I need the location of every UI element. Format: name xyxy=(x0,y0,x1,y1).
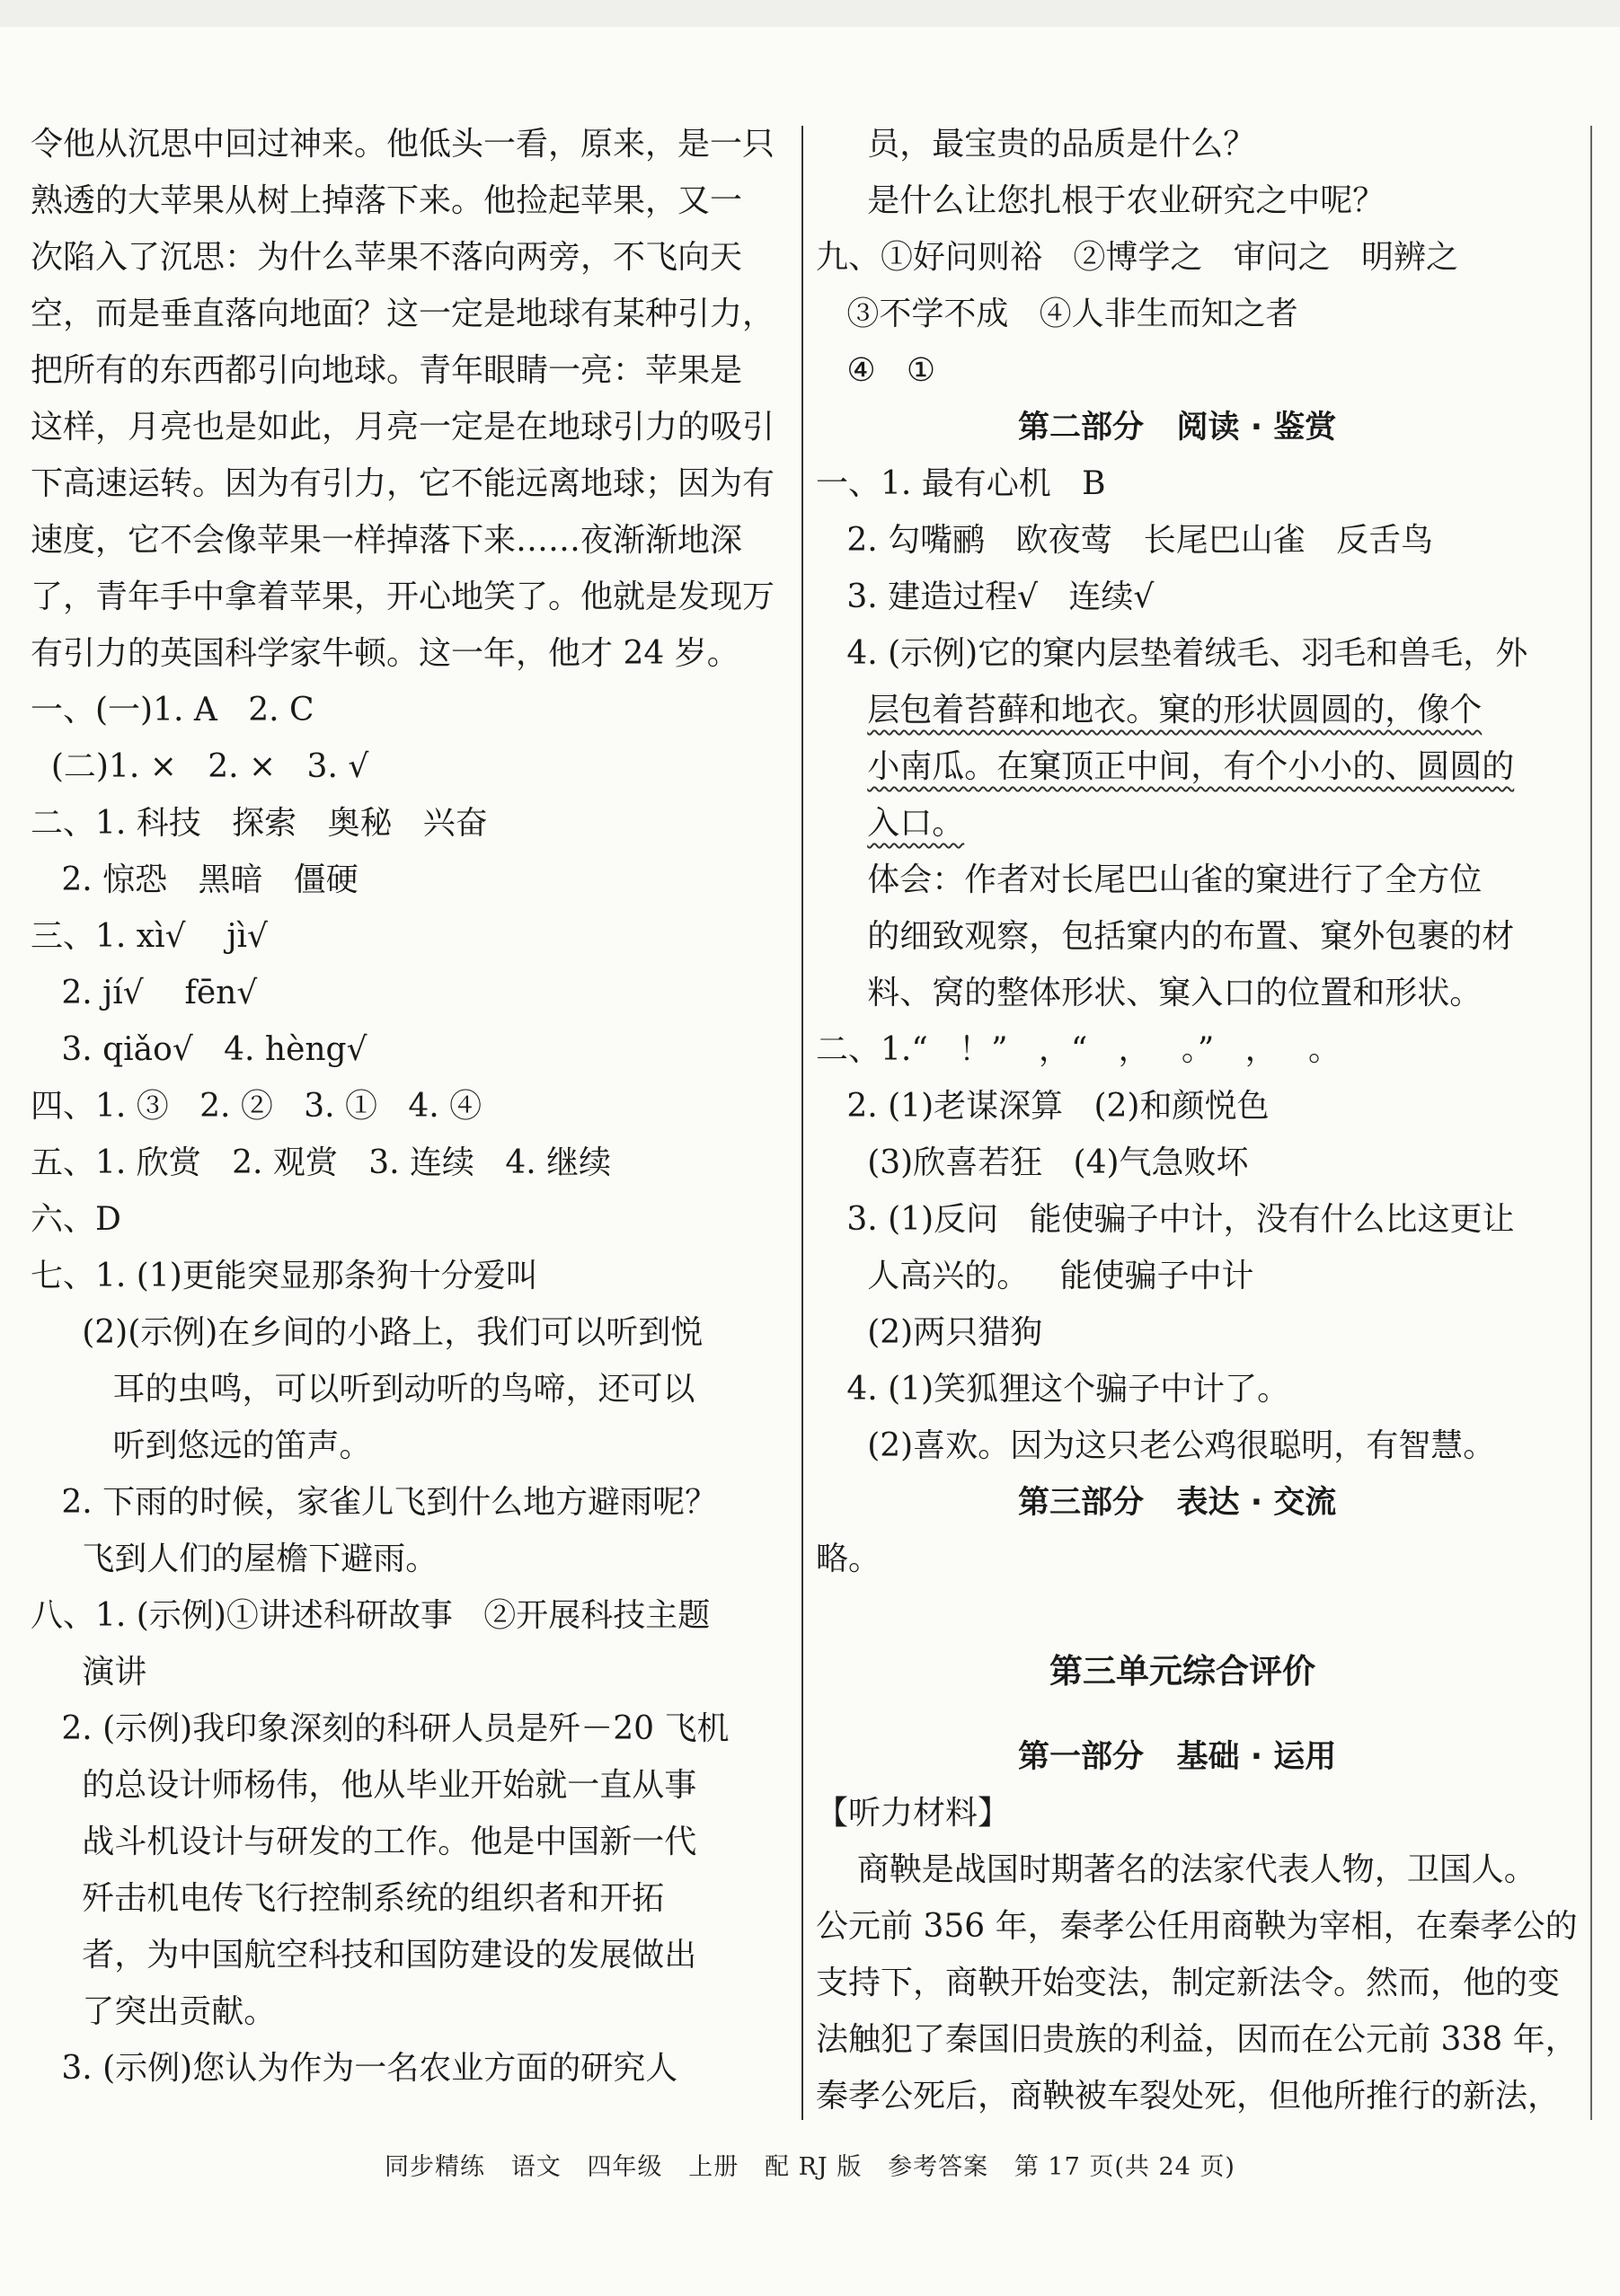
answer-line-underlined xyxy=(816,687,1482,734)
answer-line: 了突出贡献。 xyxy=(31,1993,277,2030)
passage-line: 商鞅是战国时期著名的法家代表人物，卫国人。 xyxy=(816,1851,1536,1888)
text-line: 有引力的英国科学家牛顿。这一年，他才 24 岁。 xyxy=(31,635,739,672)
underlined-text: 入口。 xyxy=(867,805,965,842)
section-heading-reading: 第二部分 阅读 · 鉴赏 xyxy=(1018,410,1337,446)
listening-material-label: 【听力材料】 xyxy=(816,1795,1011,1832)
answer-line: (2)喜欢。因为这只老公鸡很聪明，有智慧。 xyxy=(816,1427,1496,1464)
answer-line: 战斗机设计与研发的工作。他是中国新一代 xyxy=(31,1824,697,1860)
unit-title: 第三单元综合评价 xyxy=(1049,1652,1315,1691)
underlined-text: 层包着苔藓和地衣。窠的形状圆圆的，像个 xyxy=(867,692,1483,729)
passage-line: 秦孝公死后，商鞅被车裂处死，但他所推行的新法， xyxy=(816,2078,1561,2115)
text-line: 下高速运转。因为有引力，它不能远离地球；因为有 xyxy=(31,465,775,502)
section-heading-expression: 第三部分 表达 · 交流 xyxy=(1018,1485,1337,1521)
answer-line: ③不学不成 ④人非生而知之者 xyxy=(816,296,1298,332)
answer-line: (2)(示例)在乡间的小路上，我们可以听到悦 xyxy=(31,1314,704,1351)
column-divider xyxy=(801,126,803,2120)
answer-line: (二)1. × 2. × 3. √ xyxy=(31,748,369,785)
answer-line: 2. 勾嘴鹂 欧夜莺 长尾巴山雀 反舌鸟 xyxy=(816,522,1434,559)
answer-line: 3. (示例)您认为作为一名农业方面的研究人 xyxy=(31,2050,678,2087)
underlined-text: 小南瓜。在窠顶正中间，有个小小的、圆圆的 xyxy=(867,748,1515,785)
answer-line: 的细致观察，包括窠内的布置、窠外包裹的材 xyxy=(816,918,1515,955)
passage-line: 公元前 356 年，秦孝公任用商鞅为宰相，在秦孝公的 xyxy=(816,1908,1578,1945)
answer-line: 4. (示例)它的窠内层垫着绒毛、羽毛和兽毛，外 xyxy=(816,635,1528,672)
answer-line: 3. 建造过程√ 连续√ xyxy=(816,578,1155,615)
answer-line: (2)两只猎狗 xyxy=(816,1314,1043,1351)
text-line: 速度，它不会像苹果一样掉落下来……夜渐渐地深 xyxy=(31,522,743,559)
text-line: 令他从沉思中回过神来。他低头一看，原来，是一只 xyxy=(31,126,775,163)
answer-line: 是什么让您扎根于农业研究之中呢？ xyxy=(816,182,1385,219)
answer-line-underlined xyxy=(816,800,964,847)
answer-line: 2. 下雨的时候，家雀儿飞到什么地方避雨呢？ xyxy=(31,1484,718,1521)
answer-line: 七、1. (1)更能突显那条狗十分爱叫 xyxy=(31,1258,538,1294)
answer-line: 的总设计师杨伟，他从毕业开始就一直从事 xyxy=(31,1767,697,1804)
answer-line: 略。 xyxy=(816,1541,881,1577)
answer-line: 2. (1)老谋深算 (2)和颜悦色 xyxy=(816,1088,1270,1125)
answer-line: 九、①好问则裕 ②博学之 审问之 明辨之 xyxy=(816,239,1458,276)
text-line: 了，青年手中拿着苹果，开心地笑了。他就是发现万 xyxy=(31,578,775,615)
answer-line: 料、窝的整体形状、窠入口的位置和形状。 xyxy=(816,975,1483,1011)
answer-line: 员，最宝贵的品质是什么？ xyxy=(816,126,1256,163)
answer-line: 3. qiǎo√ 4. hèng√ xyxy=(31,1031,367,1068)
text-line: 这样，月亮也是如此，月亮一定是在地球引力的吸引 xyxy=(31,409,775,446)
answer-line: 八、1. (示例)①讲述科研故事 ②开展科技主题 xyxy=(31,1597,711,1634)
page-footer: 同步精练 语文 四年级 上册 配 RJ 版 参考答案 第 17 页(共 24 页) xyxy=(385,2153,1235,2181)
text-line: 次陷入了沉思：为什么苹果不落向两旁，不飞向天 xyxy=(31,239,743,276)
answer-line: (3)欣喜若狂 (4)气急败坏 xyxy=(816,1144,1249,1181)
passage-line: 法触犯了秦国旧贵族的利益，因而在公元前 338 年， xyxy=(816,2021,1578,2058)
passage-line: 支持下，商鞅开始变法，制定新法令。然而，他的变 xyxy=(816,1965,1561,2001)
answer-line: 四、1. ③ 2. ② 3. ① 4. ④ xyxy=(31,1088,482,1125)
section-heading-basics: 第一部分 基础 · 运用 xyxy=(1018,1739,1337,1775)
page-edge-line xyxy=(1590,126,1592,2120)
answer-line: 4. (1)笑狐狸这个骗子中计了。 xyxy=(816,1371,1290,1408)
answer-line: ④ ① xyxy=(816,352,936,389)
answer-line: 3. (1)反问 能使骗子中计，没有什么比这更让 xyxy=(816,1201,1515,1238)
answer-line: 2. jí√ fēn√ xyxy=(31,975,258,1011)
answer-line: 2. 惊恐 黑暗 僵硬 xyxy=(31,861,359,898)
answer-line-underlined xyxy=(816,744,1514,790)
text-line: 空，而是垂直落向地面？这一定是地球有某种引力， xyxy=(31,296,775,332)
answer-line: 三、1. xì√ jì√ xyxy=(31,918,268,955)
answer-line: 六、D xyxy=(31,1201,121,1238)
answer-line: 人高兴的。 能使骗子中计 xyxy=(816,1258,1254,1294)
answer-line: 飞到人们的屋檐下避雨。 xyxy=(31,1541,438,1577)
page-top-band xyxy=(0,0,1620,27)
answer-line: 一、(一)1. A 2. C xyxy=(31,692,314,729)
answer-line: 五、1. 欣赏 2. 观赏 3. 连续 4. 继续 xyxy=(31,1144,612,1181)
answer-line: 耳的虫鸣，可以听到动听的鸟啼，还可以 xyxy=(31,1371,695,1408)
answer-line: 2. (示例)我印象深刻的科研人员是歼－20 飞机 xyxy=(31,1710,730,1747)
text-line: 熟透的大苹果从树上掉落下来。他捡起苹果，又一 xyxy=(31,182,743,219)
answer-line: 歼击机电传飞行控制系统的组织者和开拓 xyxy=(31,1880,665,1917)
answer-line: 二、1.“ ！” ，“ ， 。” ， 。 xyxy=(816,1031,1341,1068)
answer-line: 二、1. 科技 探索 奥秘 兴奋 xyxy=(31,805,488,842)
answer-line: 体会：作者对长尾巴山雀的窠进行了全方位 xyxy=(816,861,1483,898)
answer-line: 者，为中国航空科技和国防建设的发展做出 xyxy=(31,1937,697,1974)
text-line: 把所有的东西都引向地球。青年眼睛一亮：苹果是 xyxy=(31,352,743,389)
answer-line: 一、1. 最有心机 B xyxy=(816,465,1106,502)
answer-line: 听到悠远的笛声。 xyxy=(31,1427,372,1464)
answer-line: 演讲 xyxy=(31,1654,147,1691)
